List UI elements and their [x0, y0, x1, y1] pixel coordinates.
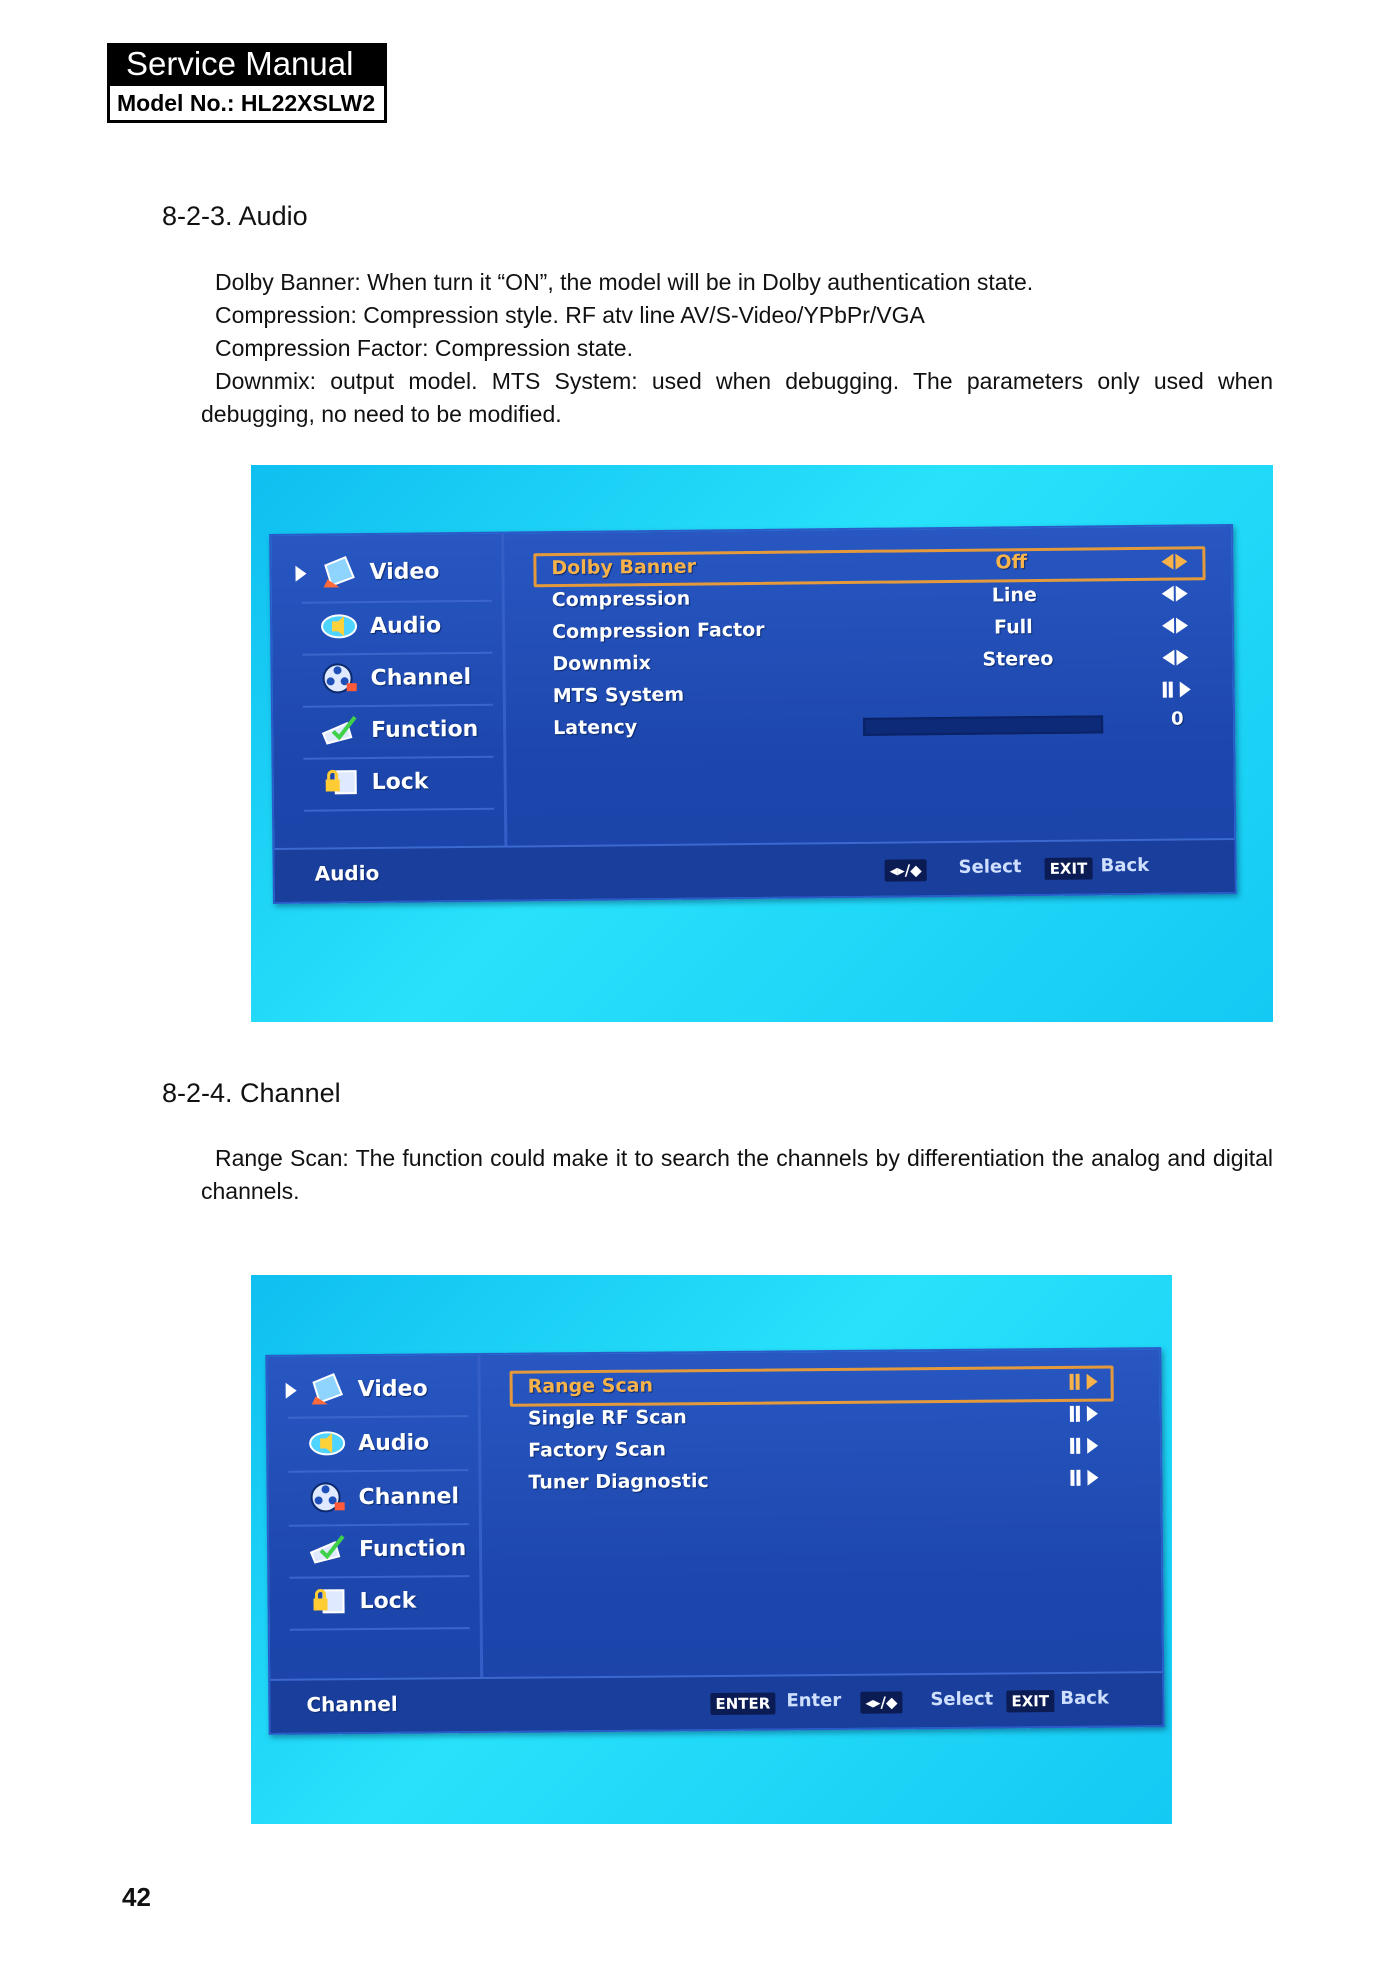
- nav-item-channel[interactable]: Channel: [320, 660, 471, 696]
- menu-item-compression-factor[interactable]: Compression Factor: [552, 618, 765, 644]
- nav-item-lock[interactable]: Lock: [309, 1584, 416, 1619]
- footer-enter-key[interactable]: ENTER: [710, 1692, 775, 1715]
- nav-item-audio[interactable]: Audio: [308, 1425, 429, 1460]
- channel-osd-menu: [265, 1347, 1164, 1735]
- submenu-arrow-icon[interactable]: [1068, 1470, 1100, 1486]
- footer-enter: Enter: [786, 1689, 842, 1712]
- speaker-icon: [308, 1426, 346, 1460]
- footer-title: Audio: [314, 860, 380, 886]
- left-right-arrow-icon[interactable]: [1159, 553, 1189, 569]
- value-downmix: Stereo: [982, 647, 1054, 671]
- submenu-arrow-icon[interactable]: [1068, 1374, 1100, 1390]
- film-reel-icon: [320, 661, 358, 695]
- model-number: Model No.: HL22XSLW2: [107, 83, 387, 123]
- nav-item-audio[interactable]: Audio: [320, 608, 441, 643]
- channel-section-title: 8-2-4. Channel: [162, 1078, 341, 1108]
- audio-osd-menu: [269, 524, 1237, 904]
- film-reel-icon: [308, 1480, 346, 1514]
- nav-item-lock[interactable]: Lock: [322, 764, 429, 799]
- footer-exit-key[interactable]: EXIT: [1006, 1690, 1054, 1712]
- footer-select: Select: [930, 1688, 994, 1711]
- nav-pointer-icon: [295, 566, 306, 582]
- nav-item-function[interactable]: Function: [321, 712, 478, 748]
- osd-footer: [274, 838, 1235, 902]
- submenu-arrow-icon[interactable]: [1068, 1438, 1100, 1454]
- nav-item-video[interactable]: Video: [308, 1372, 428, 1407]
- speaker-icon: [320, 609, 358, 643]
- page-number: 42: [122, 1882, 151, 1912]
- osd-footer: [270, 1671, 1162, 1733]
- submenu-arrow-icon[interactable]: [1068, 1406, 1100, 1422]
- osd-side-nav: [267, 1355, 483, 1681]
- audio-osd-screenshot: [251, 465, 1273, 1022]
- channel-osd-screenshot: [251, 1275, 1172, 1824]
- select-keys-icon: ◂▸/◆: [885, 859, 927, 881]
- menu-item-single-rf-scan[interactable]: Single RF Scan: [527, 1406, 687, 1430]
- nav-item-video[interactable]: Video: [319, 554, 439, 589]
- nav-item-function[interactable]: Function: [309, 1531, 466, 1566]
- video-icon: [319, 555, 357, 589]
- menu-item-compression[interactable]: Compression: [551, 587, 691, 612]
- menu-item-dolby-banner[interactable]: Dolby Banner: [551, 555, 697, 580]
- select-keys-icon: ◂▸/◆: [860, 1691, 902, 1713]
- function-icon: [321, 713, 359, 747]
- footer-back: Back: [1060, 1687, 1109, 1709]
- menu-item-mts-system[interactable]: MTS System: [552, 683, 685, 708]
- channel-line-1: Range Scan: The function could make it to search the channels by differentiation the analog and digital channels.: [201, 1145, 1273, 1204]
- manual-header: [107, 43, 387, 123]
- menu-item-latency[interactable]: Latency: [553, 716, 638, 740]
- video-icon: [308, 1372, 346, 1406]
- left-right-arrow-icon[interactable]: [1160, 585, 1190, 601]
- menu-item-downmix[interactable]: Downmix: [552, 652, 652, 676]
- latency-slider[interactable]: [863, 715, 1103, 736]
- audio-section-title: 8-2-3. Audio: [162, 201, 308, 231]
- footer-exit-key[interactable]: EXIT: [1045, 857, 1093, 879]
- audio-line-3: Compression Factor: Compression state.: [215, 335, 633, 361]
- osd-side-nav: [271, 534, 507, 850]
- left-right-arrow-icon[interactable]: [1160, 617, 1190, 633]
- menu-item-tuner-diagnostic[interactable]: Tuner Diagnostic: [528, 1470, 709, 1494]
- manual-title: Service Manual: [107, 43, 387, 83]
- value-latency: 0: [1170, 708, 1184, 730]
- footer-back: Back: [1100, 854, 1150, 877]
- value-compression-factor: Full: [993, 616, 1033, 639]
- value-dolby-banner: Off: [995, 551, 1028, 574]
- nav-pointer-icon: [286, 1383, 297, 1399]
- function-icon: [309, 1532, 347, 1566]
- lock-icon: [309, 1584, 347, 1618]
- audio-line-1: Dolby Banner: When turn it “ON”, the model will be in Dolby authentication state.: [215, 269, 1034, 295]
- menu-item-factory-scan[interactable]: Factory Scan: [528, 1438, 667, 1462]
- menu-item-range-scan[interactable]: Range Scan: [527, 1374, 654, 1398]
- audio-line-4: Downmix: output model. MTS System: used when debugging. The parameters only used when debugging, no need to be modified.: [201, 368, 1273, 427]
- value-compression: Line: [991, 584, 1037, 607]
- footer-title: Channel: [306, 1691, 398, 1717]
- footer-select: Select: [958, 856, 1022, 878]
- submenu-arrow-icon[interactable]: [1161, 681, 1193, 697]
- nav-item-channel[interactable]: Channel: [308, 1479, 459, 1514]
- lock-icon: [322, 765, 360, 799]
- left-right-arrow-icon[interactable]: [1160, 649, 1190, 665]
- audio-line-2: Compression: Compression style. RF atv line AV/S-Video/YPbPr/VGA: [215, 302, 925, 328]
